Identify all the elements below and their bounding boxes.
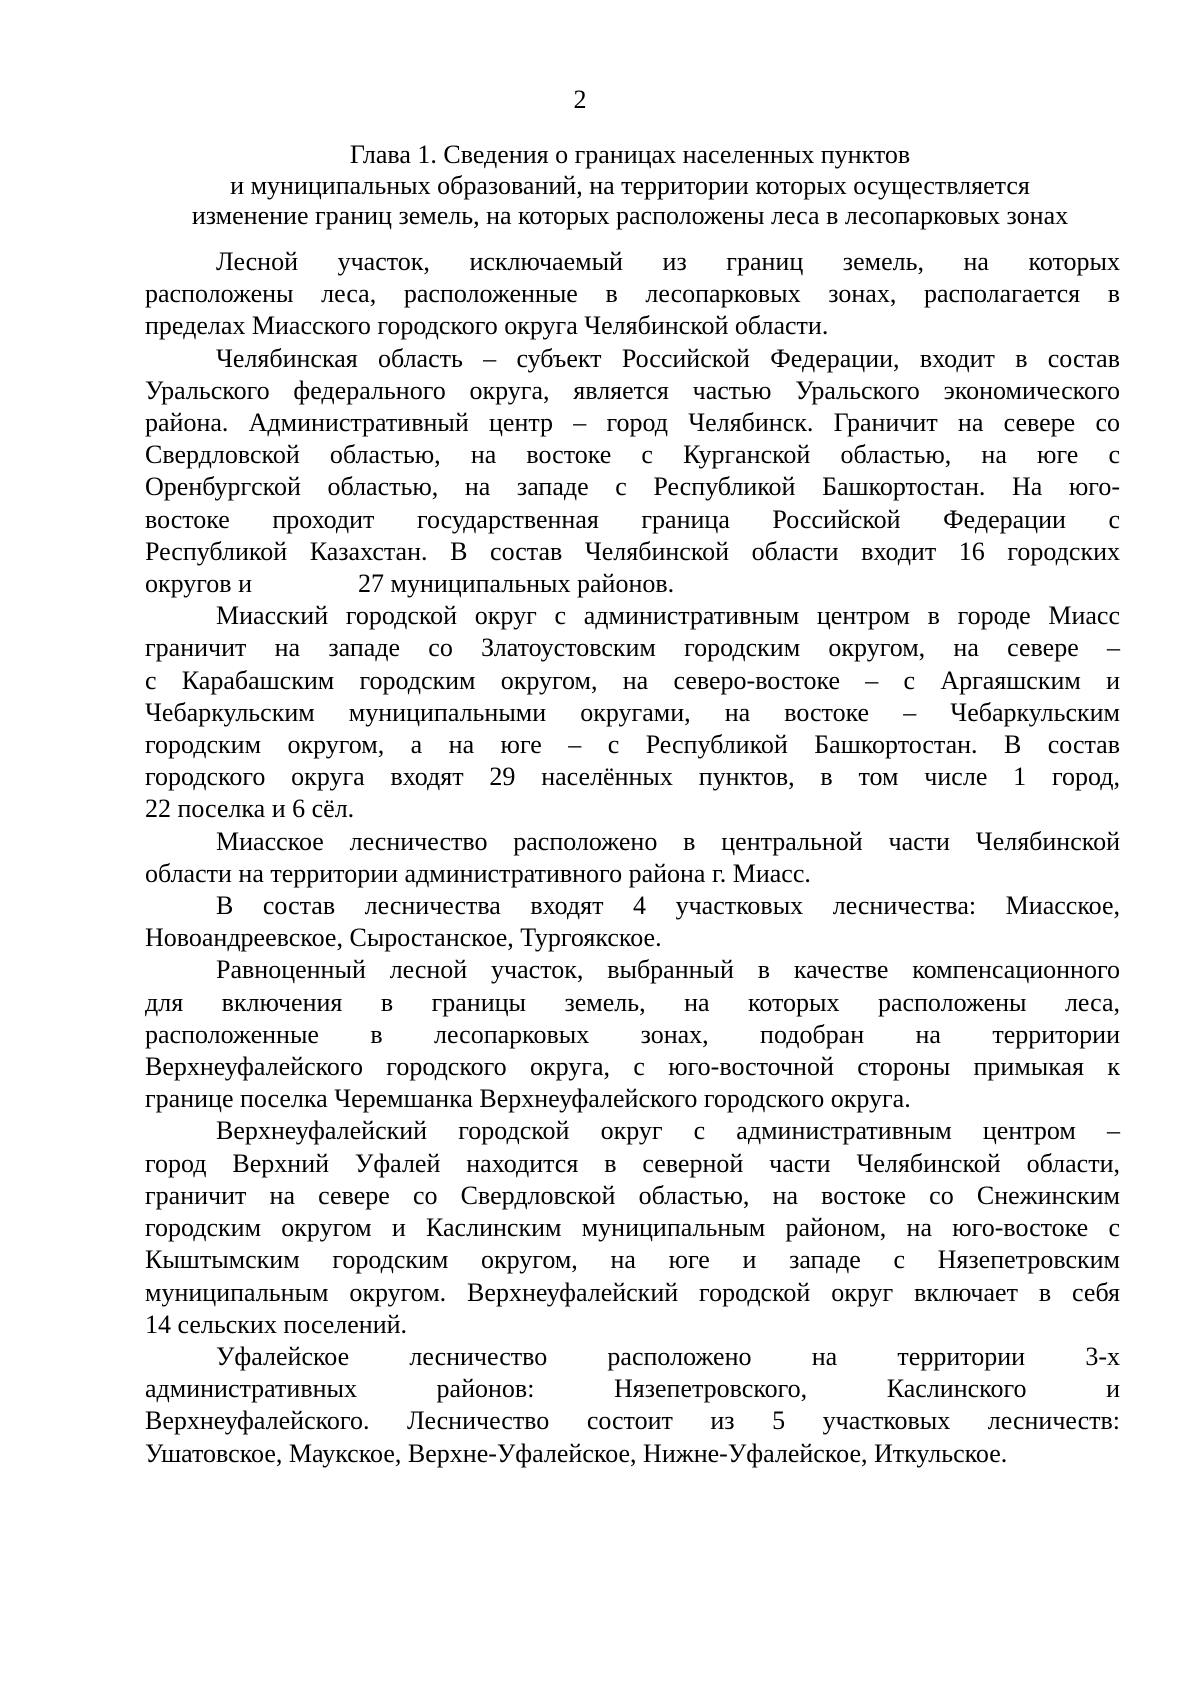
text-line: [145, 568, 1120, 600]
text-line: района. Административный центр – город Челябинск. Граничит на севере со: [145, 408, 1120, 438]
text-line: 22 поселка и 6 сёл.: [145, 794, 355, 824]
text-line: с Карабашским городским округом, на северо-востоке – с Аргаяшским и: [145, 665, 1120, 695]
heading-line: Глава 1. Сведения о границах населенных пунктов: [349, 140, 911, 169]
text-line: Уральского федерального округа, является частью Уральского экономического: [145, 375, 1120, 405]
text-line: Кыштымским городским округом, на юге и западе с Нязепетровским: [145, 1245, 1120, 1275]
text-line: Чебаркульским муниципальными округами, на востоке – Чебаркульским: [145, 697, 1120, 727]
paragraph-forest-plot: [145, 246, 1120, 343]
text-line: Челябинская область – субъект Российской Федерации, входит в состав: [216, 343, 1120, 373]
text-line: 14 сельских поселений.: [145, 1309, 408, 1339]
text-line: Свердловской областью, на востоке с Курганской областью, на юге с: [145, 440, 1120, 470]
page-number: 2: [573, 85, 587, 114]
text-line: Ушатовское, Маукское, Верхне-Уфалейское, Нижне-Уфалейское, Иткульское.: [145, 1438, 1008, 1468]
text-line: городского округа входят 29 населённых пунктов, в том числе 1 город,: [145, 762, 1120, 792]
text-line: расположены леса, расположенные в лесопарковых зонах, располагается в: [145, 279, 1120, 309]
text-line: Верхнеуфалейского. Лесничество состоит из 5 участковых лесничеств:: [145, 1406, 1120, 1436]
text-line: город Верхний Уфалей находится в северной части Челябинской области,: [145, 1148, 1120, 1178]
paragraph-compensation-plot: [145, 954, 1120, 1115]
document-body: [145, 246, 1120, 1470]
text-fragment: 27 муниципальных районов.: [358, 569, 675, 599]
text-line: Миасский городской округ с административным центром в городе Миасс: [216, 601, 1120, 631]
text-line: административных районов: Нязепетровского, Каслинского и: [145, 1374, 1120, 1404]
text-line: граничит на севере со Свердловской областью, на востоке со Снежинским: [145, 1180, 1120, 1210]
text-line: пределах Миасского городского округа Челябинской области.: [145, 311, 829, 341]
heading-line: и муниципальных образований, на территории которых осуществляется: [230, 170, 1030, 200]
paragraph-ufaleysky-forestry: [145, 1341, 1120, 1470]
text-line: Новоандреевское, Сыростанское, Тургоякское.: [145, 923, 662, 953]
text-line: Оренбургской областью, на западе с Республикой Башкортостан. На юго-: [145, 472, 1120, 502]
text-line: муниципальным округом. Верхнеуфалейский городской округ включает в себя: [145, 1277, 1120, 1307]
text-line: границе поселка Черемшанка Верхнеуфалейского городского округа.: [145, 1084, 911, 1114]
text-line: области на территории административного района г. Миасс.: [145, 858, 811, 888]
text-line: Равноценный лесной участок, выбранный в качестве компенсационного: [216, 955, 1120, 985]
text-line: расположенные в лесопарковых зонах, подобран на территории: [145, 1019, 1120, 1049]
text-line: Уфалейское лесничество расположено на территории 3-х: [216, 1341, 1120, 1371]
paragraph-miass-district: [145, 600, 1120, 825]
paragraph-chelyabinsk-region: [145, 343, 1120, 601]
text-line: востоке проходит государственная граница Российской Федерации с: [145, 504, 1120, 534]
heading-line: изменение границ земель, на которых расположены леса в лесопарковых зонах: [191, 201, 1069, 230]
text-line: Республикой Казахстан. В состав Челябинской области входит 16 городских: [145, 536, 1120, 566]
text-line: В состав лесничества входят 4 участковых лесничества: Миасское,: [216, 891, 1120, 921]
chapter-heading: [140, 140, 1120, 232]
text-line: городским округом и Каслинским муниципальным районом, на юго-востоке с: [145, 1213, 1120, 1243]
paragraph-miass-forestry: [145, 826, 1120, 890]
text-line: Верхнеуфалейский городской округ с административным центром –: [216, 1116, 1120, 1146]
text-line: граничит на западе со Златоустовским городским округом, на севере –: [145, 633, 1120, 663]
text-line: Лесной участок, исключаемый из границ земель, на которых: [216, 247, 1120, 276]
paragraph-verkhneufaleysky-district: [145, 1115, 1120, 1340]
text-line: городским округом, а на юге – с Республикой Башкортостан. В состав: [145, 730, 1120, 760]
text-line: для включения в границы земель, на которых расположены леса,: [145, 987, 1120, 1017]
text-fragment: округов и: [145, 569, 252, 599]
text-line: Верхнеуфалейского городского округа, с юго-восточной стороны примыкая к: [145, 1052, 1120, 1082]
paragraph-forestry-composition: [145, 890, 1120, 954]
text-line: Миасское лесничество расположено в центральной части Челябинской: [216, 826, 1120, 856]
